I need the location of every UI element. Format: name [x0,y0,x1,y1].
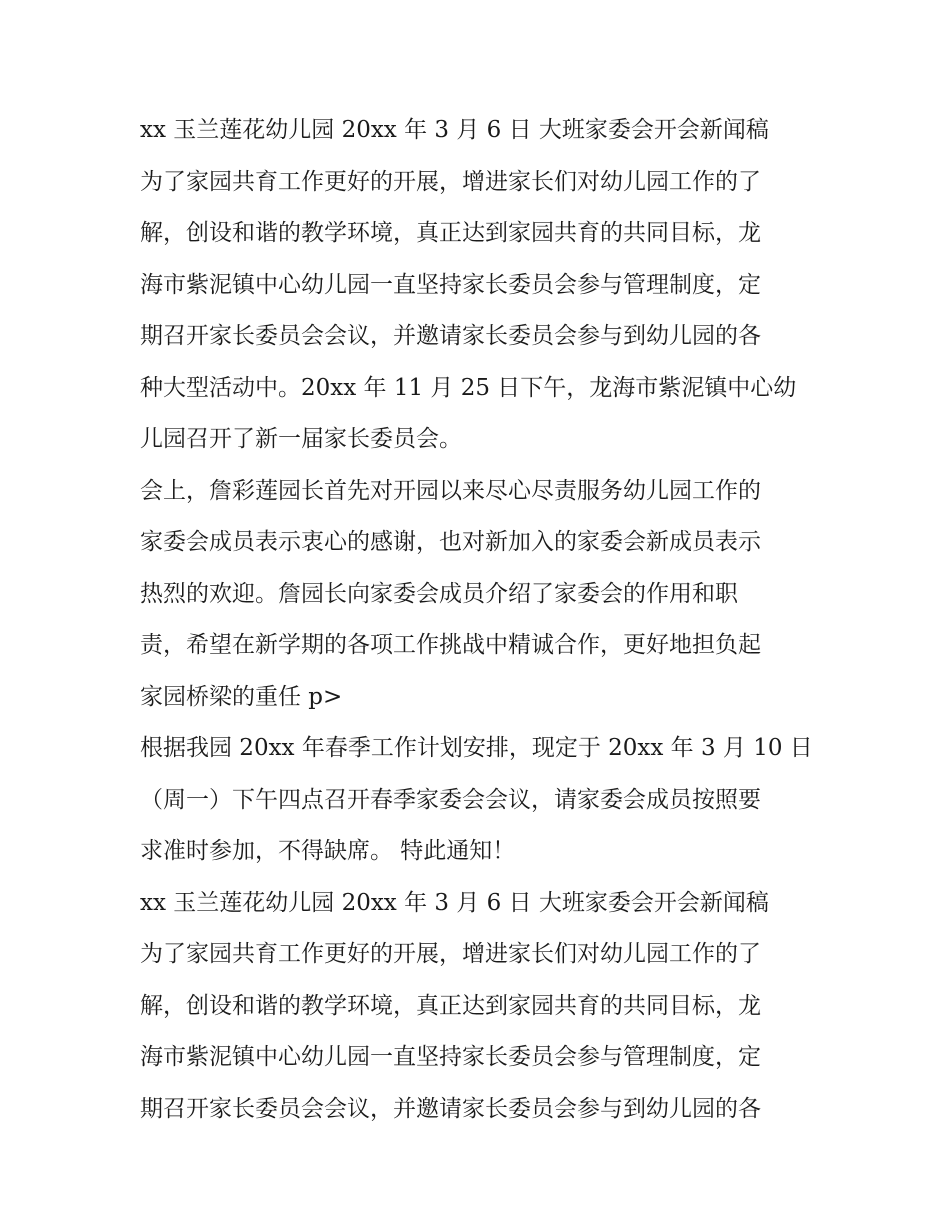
text-line: 儿园召开了新一届家长委员会。 [140,426,462,452]
text-line: 责，希望在新学期的各项工作挑战中精诚合作，更好地担负起 [140,632,761,658]
text-line: xx 玉兰莲花幼儿园 20xx 年 3 月 6 日 大班家委会开会新闻稿 [140,117,769,143]
text-line: 解，创设和谐的教学环境，真正达到家园共育的共同目标，龙 [140,220,761,246]
text-line: 家委会成员表示衷心的感谢，也对新加入的家委会新成员表示 [140,529,761,555]
text-line: 为了家园共育工作更好的开展，增进家长们对幼儿园工作的了 [140,941,761,967]
text-line: 求准时参加，不得缺席。 特此通知！ [140,838,516,864]
text-line: 会上，詹彩莲园长首先对开园以来尽心尽责服务幼儿园工作的 [140,477,761,504]
text-line: 为了家园共育工作更好的开展，增进家长们对幼儿园工作的了 [140,168,761,195]
text-line: （周一）下午四点召开春季家委会会议，请家委会成员按照要 [140,786,761,813]
text-line: 海市紫泥镇中心幼儿园一直坚持家长委员会参与管理制度，定 [140,1044,761,1070]
text-line: 热烈的欢迎。詹园长向家委会成员介绍了家委会的作用和职 [140,580,738,607]
document-body [140,105,820,1135]
text-line: 根据我园 20xx 年春季工作计划安排，现定于 20xx 年 3 月 10 日 [140,735,813,761]
text-line: 解，创设和谐的教学环境，真正达到家园共育的共同目标，龙 [140,992,761,1019]
text-line: 家园桥梁的重任 p> [140,683,343,710]
text-line: 海市紫泥镇中心幼儿园一直坚持家长委员会参与管理制度，定 [140,271,761,298]
text-line: 期召开家长委员会会议，并邀请家长委员会参与到幼儿园的各 [140,1095,761,1122]
text-line: 期召开家长委员会会议，并邀请家长委员会参与到幼儿园的各 [140,323,761,349]
text-line: 种大型活动中。20xx 年 11 月 25 日下午，龙海市紫泥镇中心幼 [140,374,797,401]
text-line: xx 玉兰莲花幼儿园 20xx 年 3 月 6 日 大班家委会开会新闻稿 [140,889,769,916]
